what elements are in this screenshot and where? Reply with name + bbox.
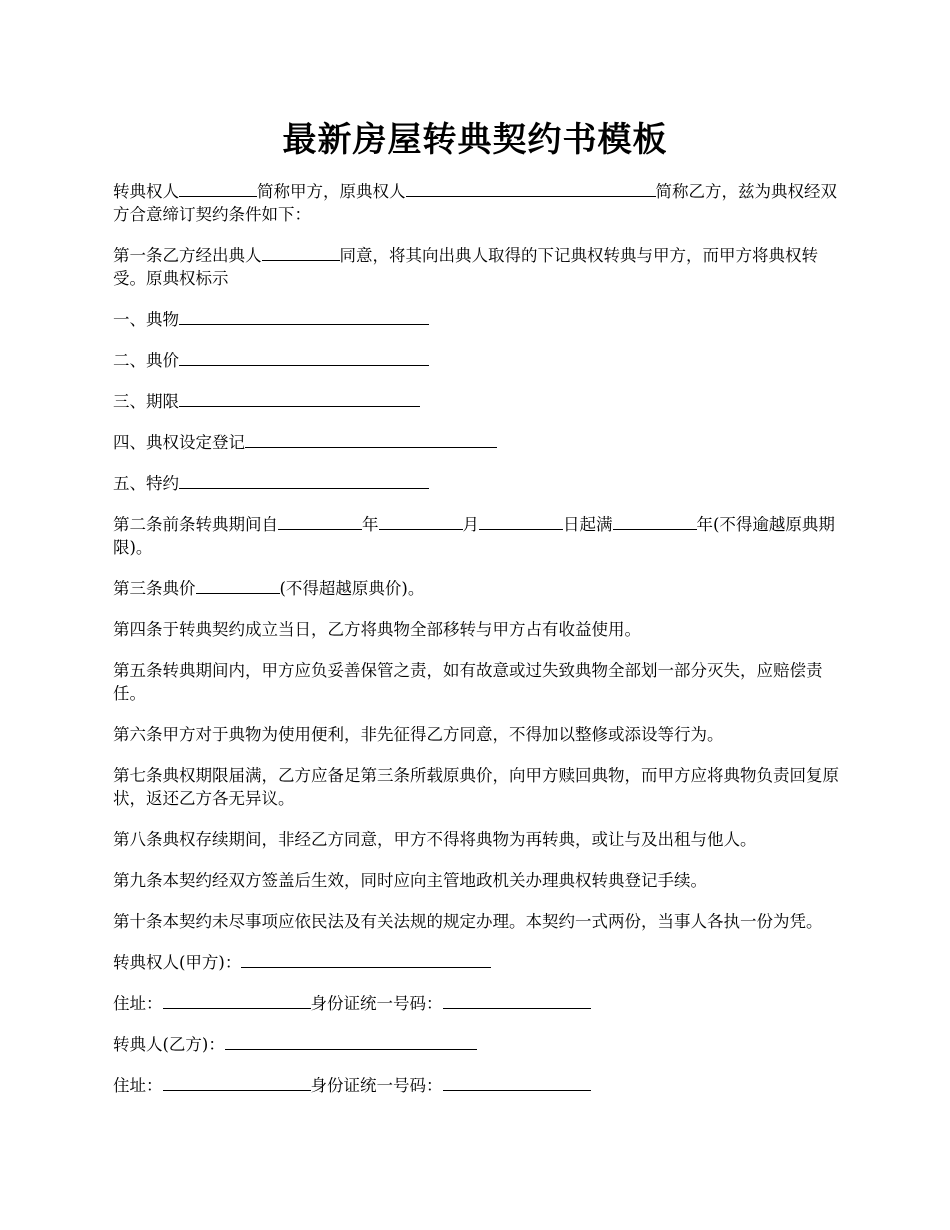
blank-line (225, 1034, 477, 1050)
article-5: 第五条转典期间内，甲方应负妥善保管之责，如有故意或过失致典物全部划一部分灭失，应赔偿责任。 (113, 661, 823, 703)
text: 转典权人 (113, 182, 179, 201)
blank-line (163, 993, 311, 1009)
text: 身份证统一号码： (310, 1076, 443, 1095)
text: (不得超越原典价)。 (279, 579, 425, 598)
text: 同意，将其向出典人取得的下记典权转典与甲方，而甲方将典权转受。原典权标示 (113, 246, 818, 288)
document-body (113, 180, 840, 1115)
article-4: 第四条于转典契约成立当日，乙方将典物全部移转与甲方占有收益使用。 (113, 620, 641, 639)
article-2 (113, 513, 840, 559)
article-3 (113, 577, 840, 600)
blank-line (379, 514, 463, 530)
text: 住址： (113, 1076, 163, 1095)
blank-line (163, 1075, 311, 1091)
text: 二、典价 (113, 351, 179, 370)
text: 简称甲方，原典权人 (257, 182, 406, 201)
text: 住址： (113, 994, 163, 1013)
text: 简称乙方，兹为典权经双方合意缔订契约条件如下： (113, 182, 837, 224)
blank-line (179, 473, 429, 489)
blank-line (196, 578, 280, 594)
text: 五、特约 (113, 474, 179, 493)
blank-line (613, 514, 697, 530)
text: 日起满 (563, 515, 613, 534)
signature-party-a (113, 951, 840, 974)
blank-line (262, 245, 340, 261)
text: 月 (462, 515, 479, 534)
blank-line (179, 391, 420, 407)
text: 转典权人(甲方)： (113, 953, 242, 972)
article-7: 第七条典权期限届满，乙方应备足第三条所载原典价，向甲方赎回典物，而甲方应将典物负责回复原状，返还乙方各无异议。 (113, 766, 839, 808)
blank-line (179, 309, 429, 325)
item-dengji (113, 431, 840, 454)
signature-address-b (113, 1074, 840, 1097)
document-title: 最新房屋转典契约书模板 (282, 120, 668, 160)
article-6: 第六条甲方对于典物为使用便利，非先征得乙方同意，不得加以整修或添设等行为。 (113, 725, 724, 744)
text: 身份证统一号码： (310, 994, 443, 1013)
text: 三、期限 (113, 392, 179, 411)
blank-line (245, 432, 497, 448)
blank-line (406, 181, 656, 197)
text: 第三条典价 (113, 579, 196, 598)
blank-line (179, 350, 429, 366)
signature-party-b (113, 1033, 840, 1056)
article-1 (113, 244, 840, 290)
signature-address-a (113, 992, 840, 1015)
text: 年 (362, 515, 379, 534)
blank-line (278, 514, 362, 530)
text: 第一条乙方经出典人 (113, 246, 262, 265)
text: 第二条前条转典期间自 (113, 515, 278, 534)
blank-line (241, 952, 491, 968)
blank-line (179, 181, 257, 197)
blank-line (443, 993, 591, 1009)
text: 年(不得逾越原典期限)。 (113, 515, 835, 557)
item-dianwu (113, 308, 840, 331)
text: 一、典物 (113, 310, 179, 329)
article-8: 第八条典权存续期间，非经乙方同意，甲方不得将典物为再转典，或让与及出租与他人。 (113, 830, 757, 849)
text: 转典人(乙方)： (113, 1035, 225, 1054)
item-dianjia (113, 349, 840, 372)
item-teyue (113, 472, 840, 495)
text: 四、典权设定登记 (113, 433, 245, 452)
intro-paragraph (113, 180, 840, 226)
item-qixian (113, 390, 840, 413)
blank-line (443, 1075, 591, 1091)
article-9: 第九条本契约经双方签盖后生效，同时应向主管地政机关办理典权转典登记手续。 (113, 871, 707, 890)
article-10: 第十条本契约未尽事项应依民法及有关法规的规定办理。本契约一式两份，当事人各执一份为凭。 (113, 912, 823, 931)
blank-line (479, 514, 563, 530)
